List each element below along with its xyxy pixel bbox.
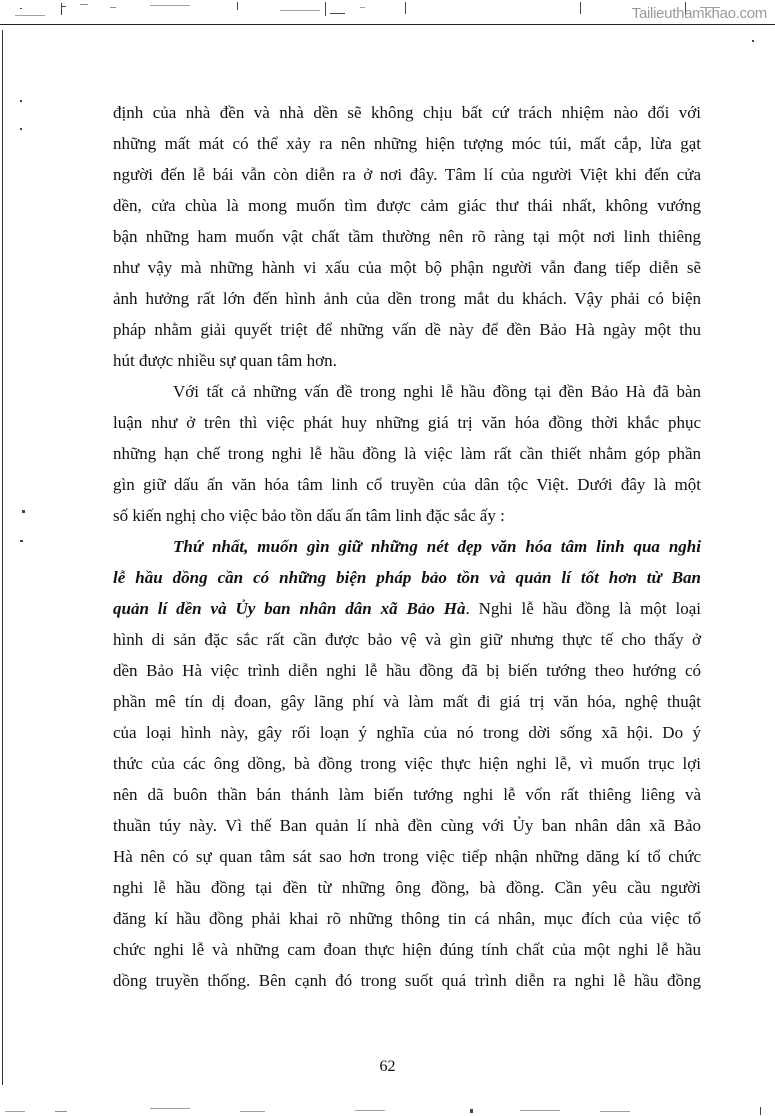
scan-speck xyxy=(22,510,25,513)
text-line: bận những ham muốn vật chất tầm thường nên rõ ràng tại một nơi linh thiêng xyxy=(113,227,701,246)
text-line: chức nghi lễ và những cam đoan thực hiện đúng tính chất của một nghi lễ hầu xyxy=(113,940,701,959)
text-line: nên dã buôn thần bán thánh làm biến tướng nghi lễ vốn rất thiêng liêng và xyxy=(113,785,701,804)
header-rule xyxy=(0,24,775,25)
page-number: 62 xyxy=(379,1058,396,1075)
scan-speck xyxy=(20,540,23,542)
emphasis-line: Thứ nhất, muốn gìn giữ những nét dẹp văn hóa tâm linh qua nghi xyxy=(173,537,701,556)
text-line: dồng truyền thống. Bên cạnh đó trong suốt quá trình diễn ra nghi lễ hầu đồng xyxy=(113,971,701,990)
text-line: như vậy mà những hành vi xấu của một bộ phận người vẫn đang tiếp diễn sẽ xyxy=(113,258,701,277)
scan-margin-line xyxy=(2,30,3,1085)
text-line: dền Bảo Hà việc trình diễn nghi lễ hầu đồng đã bị biến tướng theo hướng có xyxy=(113,661,701,680)
scan-speck xyxy=(752,40,754,42)
paragraph-continued xyxy=(113,97,701,376)
emphasis-line: lễ hầu dồng cần có những biện pháp bảo tồn và quản lí tốt hơn từ Ban xyxy=(113,568,701,587)
text-line: ảnh hưởng rất lớn đến hình ảnh của dền trong mắt du khách. Vậy phải có biện xyxy=(113,289,701,308)
text-line: định của nhà đền và nhà dền sẽ không chịu bất cứ trách nhiệm nào đối với xyxy=(113,103,701,122)
document-body xyxy=(113,97,701,996)
text-line: pháp nhằm giải quyết triệt để những vấn dề này để đền Bảo Hà ngày một thu xyxy=(113,320,701,339)
paragraph-first-recommendation xyxy=(113,531,701,996)
text-line: đăng kí hầu đồng phải khai rõ những thông tin cá nhân, mục đích của việc tổ xyxy=(113,909,701,928)
text-line: Với tất cả những vấn đề trong nghi lễ hầu đồng tại đền Bảo Hà đã bàn xyxy=(173,382,701,401)
text-line: những mất mát có thể xảy ra nên những hiện tượng móc túi, mất cắp, lừa gạt xyxy=(113,134,701,153)
text-line: hút được nhiều sự quan tâm hơn. xyxy=(113,351,337,370)
scan-speck xyxy=(20,128,22,130)
scan-header-noise xyxy=(0,0,775,26)
watermark-text: Tailieuthamkhao.com xyxy=(631,5,767,22)
text-line xyxy=(113,593,701,624)
text-line: phần mê tín dị đoan, gây lãng phí và làm mất đi giá trị văn hóa, nghệ thuật xyxy=(113,692,701,711)
text-line: thức của các ông dồng, bà đồng trong việc thực hiện nghi lễ, vì muốn trục lợi xyxy=(113,754,701,773)
text-span: . Nghi lễ hầu đồng là một loại xyxy=(465,599,701,618)
scan-footer-noise xyxy=(0,1102,775,1116)
text-line: Hà nên có sự quan tâm sát sao hơn trong việc tiếp nhận những dăng kí tổ chức xyxy=(113,847,701,866)
emphasis-text: quản lí dền và Ủy ban nhân dân xã Bảo Hà xyxy=(113,599,466,618)
text-line: số kiến nghị cho việc bảo tồn dấu ấn tâm linh đặc sắc ấy : xyxy=(113,506,505,525)
text-line: gìn giữ dấu ấn văn hóa tâm linh cổ truyền của dân tộc Việt. Dưới đây là một xyxy=(113,475,701,494)
text-line: người đến lễ bái vẫn còn diễn ra ở nơi đây. Tâm lí của người Việt khi đến cửa xyxy=(113,165,701,184)
scan-speck xyxy=(20,100,22,102)
text-line: luận như ở trên thì việc phát huy những giá trị văn hóa đồng thời khắc phục xyxy=(113,413,701,432)
text-line: dền, cửa chùa là mong muốn tìm được cảm giác thư thái nhất, không vướng xyxy=(113,196,701,215)
text-line: nghi lễ hầu đồng tại đền từ những ông đồng, bà đồng. Cần yêu cầu người xyxy=(113,878,701,897)
text-line: hình di sản đặc sắc rất cần được bảo vệ và gìn giữ nhưng thực tế cho thấy ở xyxy=(113,630,701,649)
text-line: của loại hình này, gây rối loạn ý nghĩa của nó trong dời sống xã hội. Do ý xyxy=(113,723,701,742)
text-line: thuần túy này. Vì thế Ban quản lí nhà đền cùng với Ủy ban nhân dân xã Bảo xyxy=(113,816,701,835)
paragraph-recommendations-intro xyxy=(113,376,701,531)
text-line: những hạn chế trong nghi lễ hầu đồng là việc làm rất cần thiết nhằm góp phần xyxy=(113,444,701,463)
